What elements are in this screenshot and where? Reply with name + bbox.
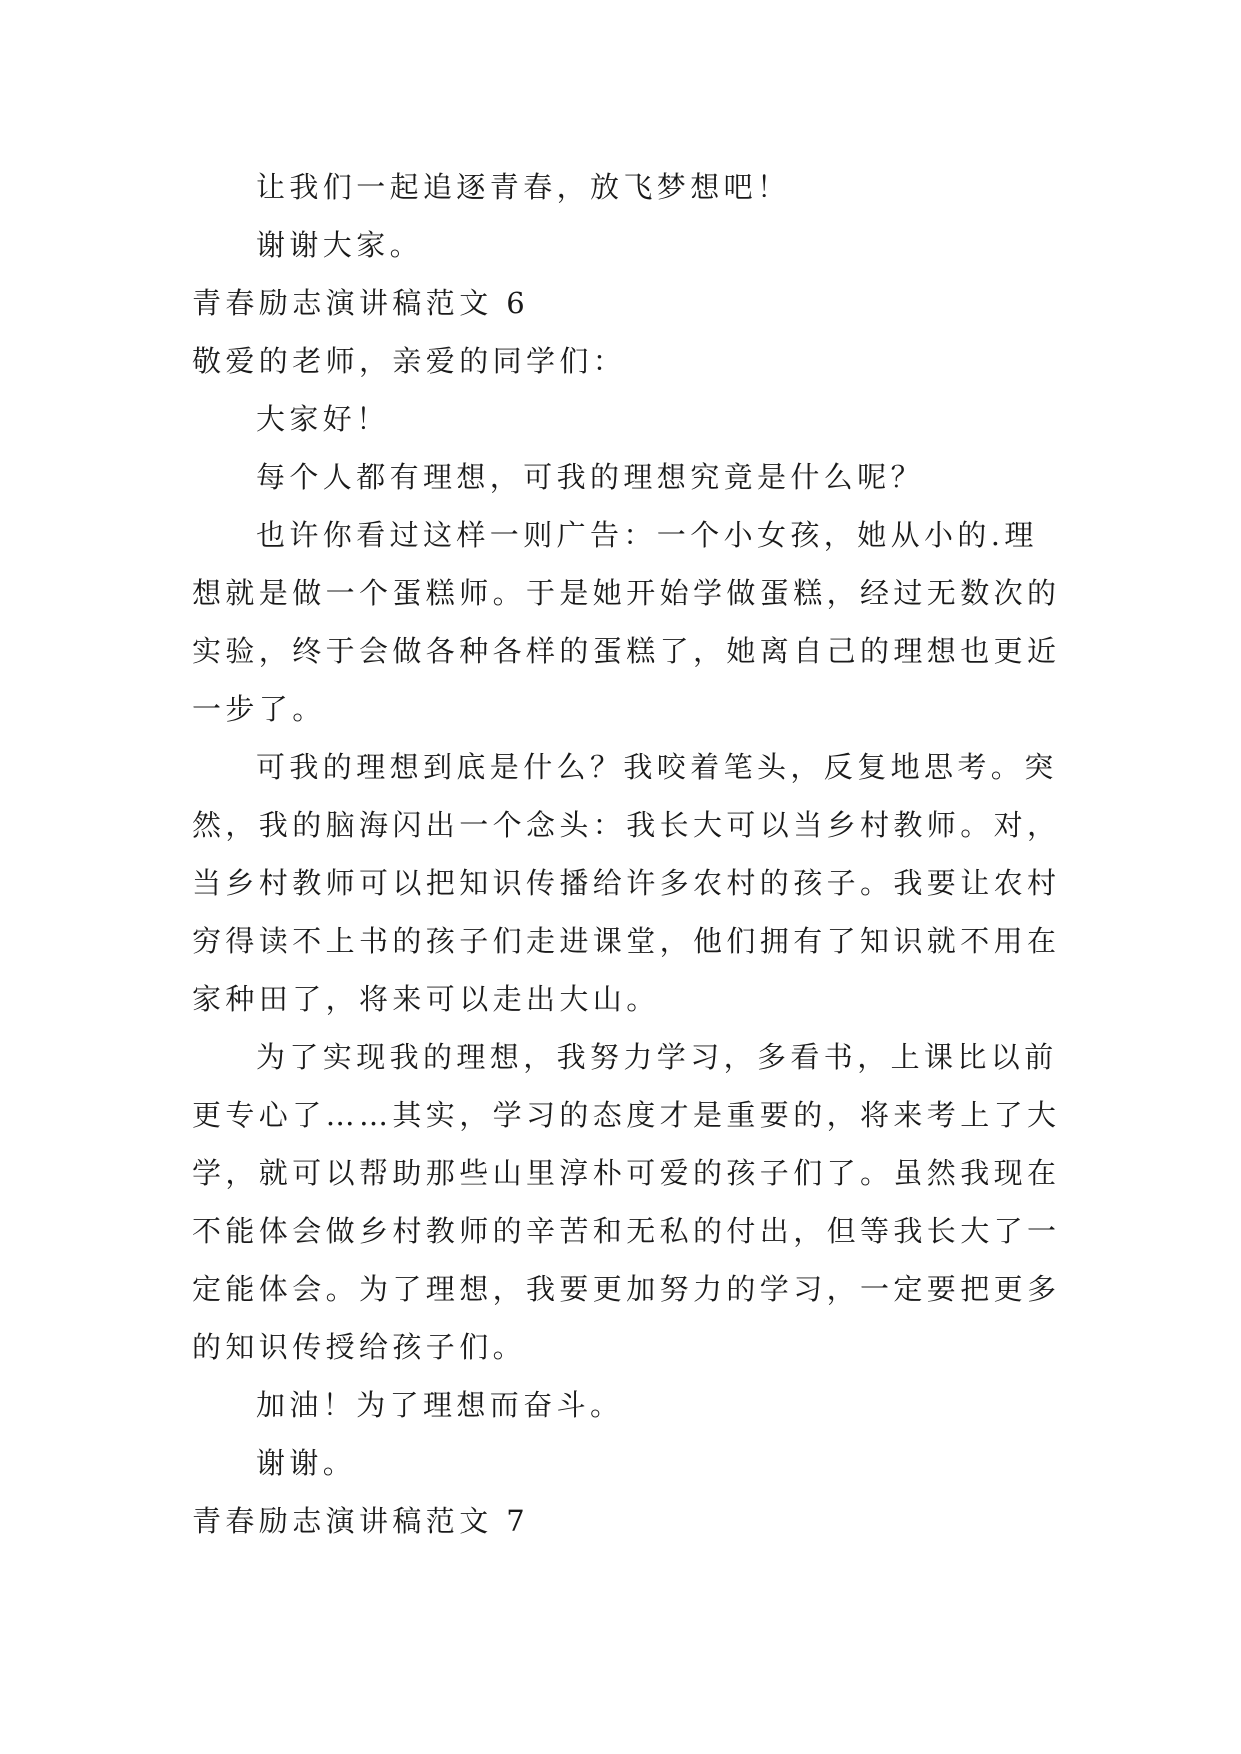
salutation: 敬爱的老师，亲爱的同学们： [192,344,627,378]
text-line: 让我们一起追逐青春，放飞梦想吧！ [256,170,791,204]
text-line: 每个人都有理想，可我的理想究竟是什么呢？ [256,460,925,494]
text-line: 当乡村教师可以把知识传播给许多农村的孩子。我要让农村 [192,866,1061,900]
text-line: 可我的理想到底是什么？我咬着笔头，反复地思考。突 [256,750,1058,784]
text-line: 定能体会。为了理想，我要更加努力的学习，一定要把更多 [192,1272,1061,1306]
text-line: 然，我的脑海闪出一个念头：我长大可以当乡村教师。对， [192,808,1061,842]
text-line: 更专心了……其实，学习的态度才是重要的，将来考上了大 [192,1098,1061,1132]
text-line: 谢谢大家。 [256,228,424,262]
text-line: 为了实现我的理想，我努力学习，多看书，上课比以前 [256,1040,1058,1074]
text-line: 加油！为了理想而奋斗。 [256,1388,624,1422]
text-line: 不能体会做乡村教师的辛苦和无私的付出，但等我长大了一 [192,1214,1061,1248]
text-line: 的知识传授给孩子们。 [192,1330,527,1364]
section-heading: 青春励志演讲稿范文 6 [192,286,530,320]
text-line: 想就是做一个蛋糕师。于是她开始学做蛋糕，经过无数次的 [192,576,1061,610]
text-line: 家种田了，将来可以走出大山。 [192,982,660,1016]
text-line: 实验，终于会做各种各样的蛋糕了，她离自己的理想也更近 [192,634,1061,668]
text-line: 谢谢。 [256,1446,357,1480]
text-line: 学，就可以帮助那些山里淳朴可爱的孩子们了。虽然我现在 [192,1156,1061,1190]
text-line: 一步了。 [192,692,326,726]
text-line: 大家好！ [256,402,390,436]
section-heading: 青春励志演讲稿范文 7 [192,1504,530,1538]
document-body [192,158,1060,1550]
text-line: 也许你看过这样一则广告：一个小女孩，她从小的.理 [256,518,1038,552]
text-line: 穷得读不上书的孩子们走进课堂，他们拥有了知识就不用在 [192,924,1061,958]
